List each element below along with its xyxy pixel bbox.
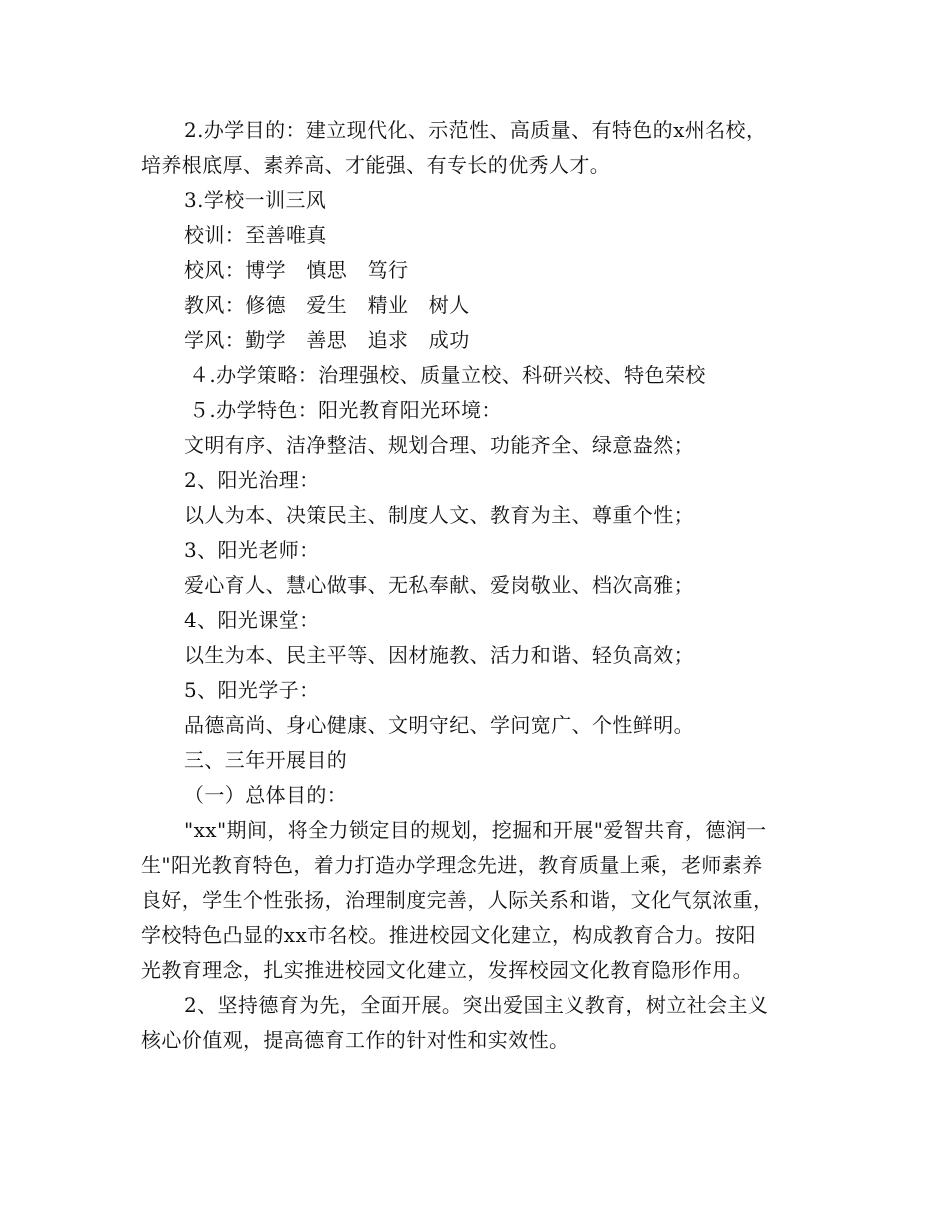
text-line: 学风：勤学 善思 追求 成功 <box>184 328 470 352</box>
text-line: 校训：至善唯真 <box>184 223 327 247</box>
paragraph-line: 2、坚持德育为先，全面开展。突出爱国主义教育，树立社会主义 <box>184 993 769 1017</box>
section-heading: （一）总体目的： <box>184 783 348 807</box>
section-heading: 3、阳光老师： <box>184 538 320 562</box>
text-line: 爱心育人、慧心做事、无私奉献、爱岗敬业、档次高雅； <box>184 573 694 597</box>
text-line: 文明有序、洁净整洁、规划合理、功能齐全、绿意盎然； <box>184 433 694 457</box>
text-line: 2.办学目的：建立现代化、示范性、高质量、有特色的x州名校， <box>184 118 767 142</box>
paragraph-line: 核心价值观，提高德育工作的针对性和实效性。 <box>141 1028 570 1052</box>
paragraph-line: 良好，学生个性张扬，治理制度完善，人际关系和谐，文化气氛浓重， <box>141 888 774 912</box>
text-line: 培养根底厚、素养高、才能强、有专长的优秀人才。 <box>141 153 611 177</box>
text-line: ５.办学特色：阳光教育阳光环境： <box>189 398 502 422</box>
document-body <box>141 113 841 1058</box>
section-heading: 2、阳光治理： <box>184 468 320 492</box>
section-heading: 4、阳光课堂： <box>184 608 320 632</box>
text-line: 校风：博学 慎思 笃行 <box>184 258 409 282</box>
paragraph-line: 学校特色凸显的xx市名校。推进校园文化建立，构成教育合力。按阳 <box>141 923 756 947</box>
section-heading: 3.学校一训三风 <box>184 188 327 212</box>
text-line: ４.办学策略：治理强校、质量立校、科研兴校、特色荣校 <box>189 363 706 387</box>
paragraph-line: 光教育理念，扎实推进校园文化建立，发挥校园文化教育隐形作用。 <box>141 958 753 982</box>
paragraph-line: "xx"期间，将全力锁定目的规划，挖掘和开展"爱智共育，德润一 <box>184 818 767 842</box>
section-heading: 5、阳光学子： <box>184 678 320 702</box>
text-line: 教风：修德 爱生 精业 树人 <box>184 293 470 317</box>
text-line: 品德高尚、身心健康、文明守纪、学问宽广、个性鲜明。 <box>184 713 694 737</box>
paragraph-line: 生"阳光教育特色，着力打造办学理念先进，教育质量上乘，老师素养 <box>141 853 763 877</box>
text-line: 以人为本、决策民主、制度人文、教育为主、尊重个性； <box>184 503 694 527</box>
section-heading: 三、三年开展目的 <box>184 748 348 772</box>
text-line: 以生为本、民主平等、因材施教、活力和谐、轻负高效； <box>184 643 694 667</box>
